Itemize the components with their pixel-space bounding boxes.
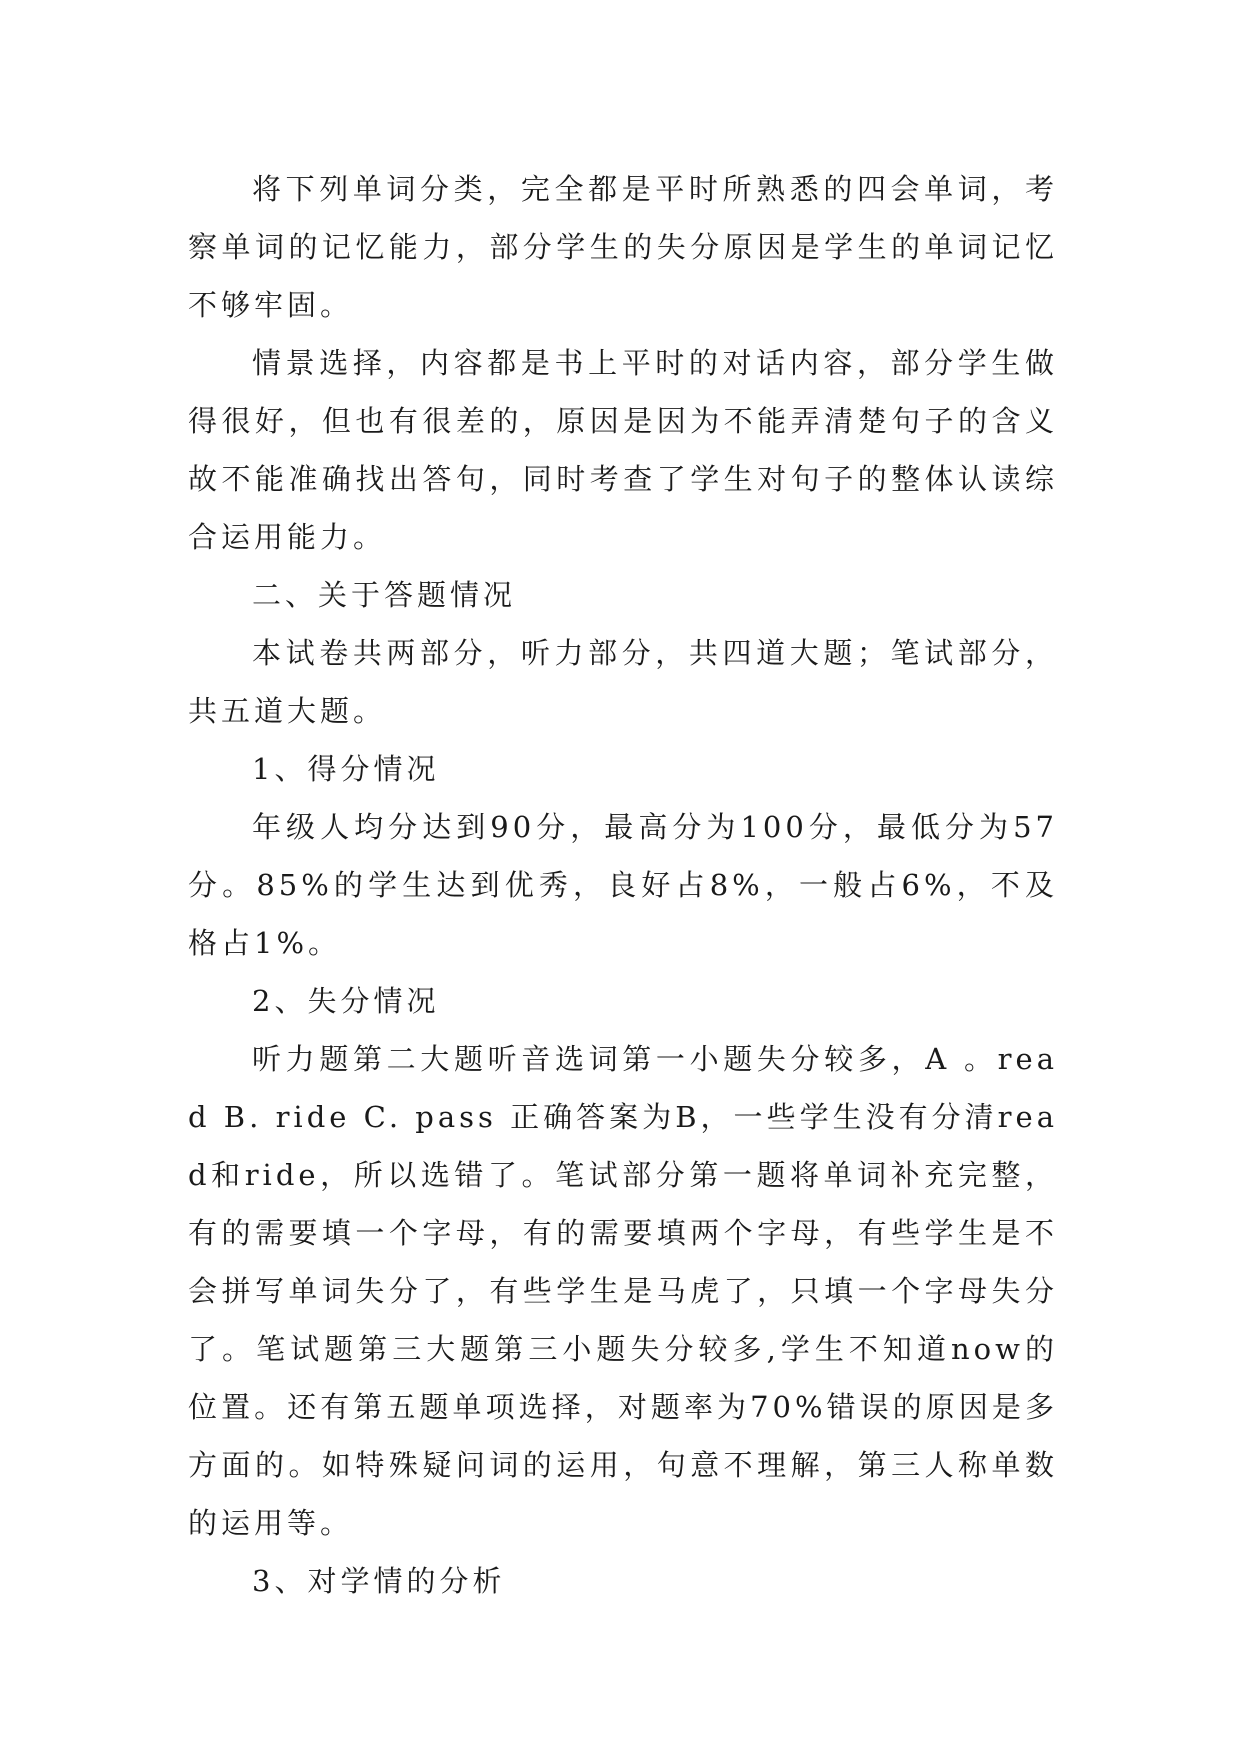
paragraph-situational-choice: 情景选择，内容都是书上平时的对话内容，部分学生做得很好，但也有很差的，原因是因为不能弄清楚句子的含义故不能准确找出答句，同时考查了学生对句子的整体认读综合运用能力。: [188, 346, 1058, 554]
paragraph-lost-points-analysis: 听力题第二大题听音选词第一小题失分较多，A 。read B. ride C. pass 正确答案为B，一些学生没有分清read和ride，所以选错了。笔试部分第一题将单词补充完整，有的需要填一个字母，有的需要填两个字母，有些学生是不会拼写单词失分了，有些学生是马虎了，只填一个字母失分了。笔试题第三大题第三小题失分较多,学生不知道now的位置。还有第五题单项选择，对题率为70%错误的原因是多方面的。如特殊疑问词的运用，句意不理解，第三人称单数的运用等。: [188, 1042, 1058, 1540]
subheading-lost-points: 2、失分情况: [252, 984, 440, 1018]
section-heading-answering: 二、关于答题情况: [252, 578, 517, 612]
subheading-learning-analysis: 3、对学情的分析: [252, 1564, 506, 1598]
paragraph-score-statistics: 年级人均分达到90分，最高分为100分，最低分为57分。85%的学生达到优秀，良好占8%，一般占6%，不及格占1%。: [188, 810, 1058, 960]
paragraph-exam-structure: 本试卷共两部分，听力部分，共四道大题；笔试部分，共五道大题。: [188, 636, 1058, 728]
subheading-scores: 1、得分情况: [252, 752, 440, 786]
document-body: [188, 160, 1058, 1610]
paragraph-word-classification: 将下列单词分类，完全都是平时所熟悉的四会单词，考察单词的记忆能力，部分学生的失分原因是学生的单词记忆不够牢固。: [188, 172, 1058, 322]
